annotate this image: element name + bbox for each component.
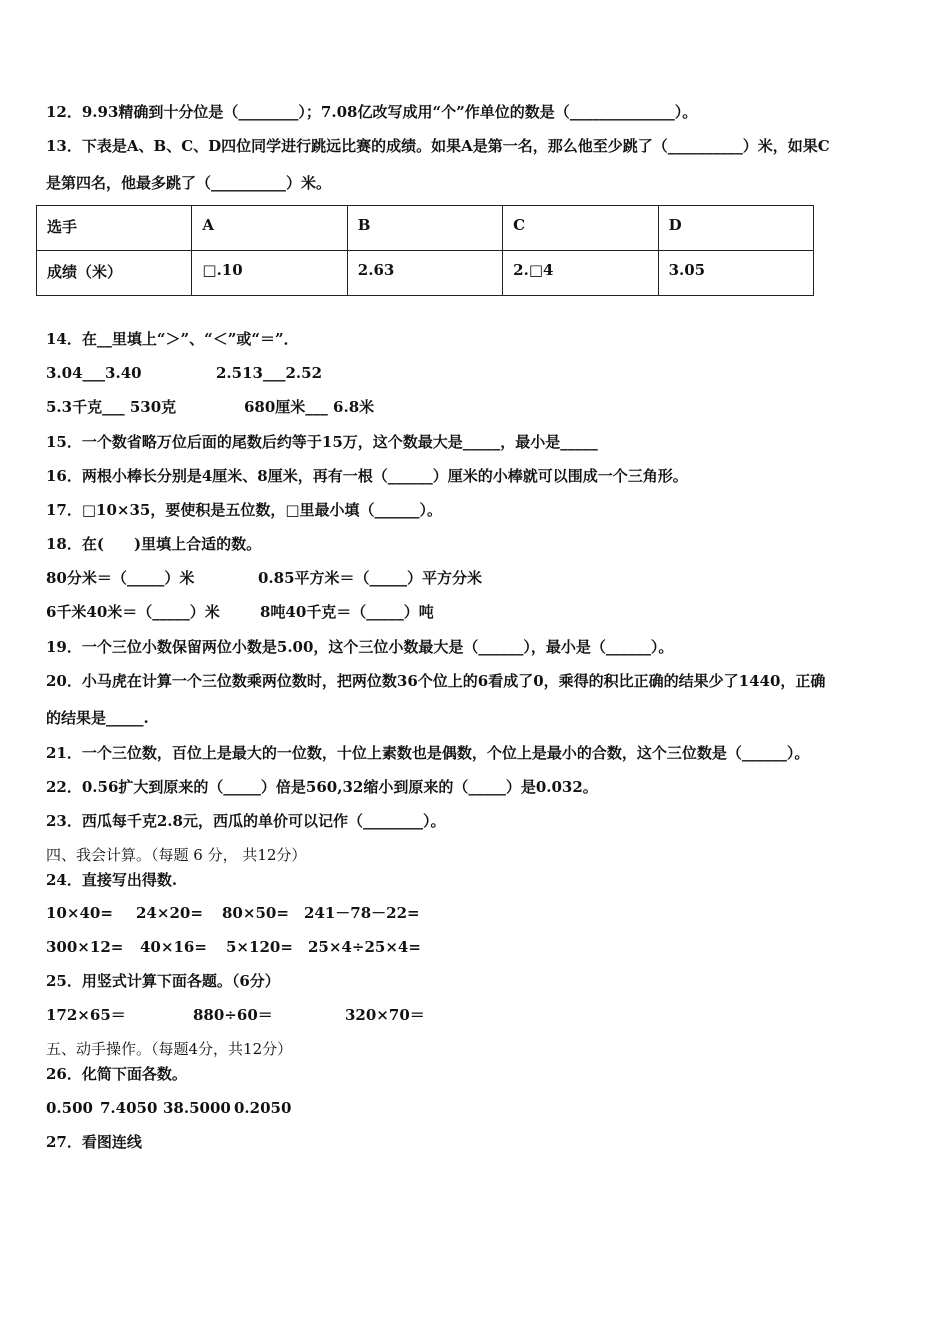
calc-item: 24×20=: [136, 904, 203, 922]
unit-item: 8吨40千克＝（_____）吨: [260, 603, 434, 621]
table-cell: B: [347, 206, 502, 251]
compare-item: 5.3千克___ 530克: [46, 398, 177, 416]
calc-item: 10×40=: [46, 904, 113, 922]
number-item: 0.500: [46, 1099, 93, 1117]
question-27: 27．看图连线: [46, 1133, 142, 1151]
question-18-title: 18．在( )里填上合适的数。: [46, 535, 262, 553]
table-cell: 成绩（米）: [37, 251, 192, 296]
question-12: 12．9.93精确到十分位是（________）；7.08亿改写成用“个”作单位的数是（______________）。: [46, 103, 698, 121]
question-13-line-2: 是第四名，他最多跳了（__________）米。: [46, 174, 332, 192]
question-16: 16．两根小棒长分别是4厘米、8厘米，再有一根（______）厘米的小棒就可以围成一个三角形。: [46, 467, 688, 485]
calc-item: 241－78－22=: [304, 904, 420, 922]
question-19: 19．一个三位小数保留两位小数是5.00，这个三位小数最大是（______），最小是（______）。: [46, 638, 674, 656]
compare-item: 3.04___3.40: [46, 364, 142, 382]
question-22: 22．0.56扩大到原来的（_____）倍是560,32缩小到原来的（_____）是0.032。: [46, 778, 598, 796]
calc-item: 40×16=: [140, 938, 207, 956]
question-14-title: 14．在__里填上“＞”、“＜”或“＝”．: [46, 330, 299, 348]
question-24-row-2: [46, 937, 421, 957]
table-cell: 2.□4: [503, 251, 658, 296]
question-14-row-2: [46, 397, 374, 417]
table-cell: 2.63: [347, 251, 502, 296]
table-header-row: [37, 206, 814, 251]
calc-item: 300×12=: [46, 938, 124, 956]
question-23: 23．西瓜每千克2.8元，西瓜的单价可以记作（________）。: [46, 812, 446, 830]
table-cell: □.10: [192, 251, 347, 296]
calc-item: 880÷60＝: [193, 1006, 273, 1024]
section-5-heading: 五、动手操作。（每题4分，共12分）: [46, 1040, 293, 1058]
table-cell: 3.05: [658, 251, 813, 296]
calc-item: 172×65＝: [46, 1006, 126, 1024]
calc-item: 5×120=: [226, 938, 293, 956]
table-cell: C: [503, 206, 658, 251]
number-item: 38.5000: [163, 1099, 231, 1117]
calc-item: 320×70＝: [345, 1006, 425, 1024]
unit-item: 0.85平方米＝（_____）平方分米: [258, 569, 483, 587]
number-item: 0.2050: [234, 1099, 292, 1117]
calc-item: 25×4÷25×4=: [308, 938, 421, 956]
compare-item: 2.513___2.52: [216, 364, 323, 382]
question-14-row-1: [46, 363, 322, 383]
question-18-row-1: [46, 568, 482, 588]
table-cell: 选手: [37, 206, 192, 251]
section-4-heading: 四、我会计算。（每题 6 分， 共12分）: [46, 846, 307, 864]
question-21: 21．一个三位数，百位上是最大的一位数，十位上素数也是偶数，个位上是最小的合数，这个三位数是（______）。: [46, 744, 810, 762]
number-item: 7.4050: [100, 1099, 158, 1117]
table-cell: D: [658, 206, 813, 251]
question-17: 17．□10×35，要使积是五位数，□里最小填（______）。: [46, 501, 443, 519]
calc-item: 80×50=: [222, 904, 289, 922]
question-20-line-2: 的结果是_____.: [46, 709, 149, 727]
question-26-items: [46, 1098, 291, 1118]
question-18-row-2: [46, 602, 434, 622]
question-25-items: [46, 1005, 425, 1025]
unit-item: 80分米＝（_____）米: [46, 569, 195, 587]
question-25-title: 25．用竖式计算下面各题。（6分）: [46, 972, 280, 990]
question-13-line-1: 13．下表是A、B、C、D四位同学进行跳远比赛的成绩。如果A是第一名，那么他至少跳了（__________）米，如果C: [46, 137, 830, 155]
compare-item: 680厘米___ 6.8米: [244, 398, 375, 416]
table-row: [37, 251, 814, 296]
question-24-row-1: [46, 903, 420, 923]
question-15: 15．一个数省略万位后面的尾数后约等于15万，这个数最大是_____，最小是_____: [46, 433, 598, 451]
question-24-title: 24．直接写出得数.: [46, 871, 178, 889]
long-jump-score-table: [36, 205, 814, 296]
unit-item: 6千米40米＝（_____）米: [46, 603, 220, 621]
question-20-line-1: 20．小马虎在计算一个三位数乘两位数时，把两位数36个位上的6看成了0，乘得的积比正确的结果少了1440，正确: [46, 672, 826, 690]
table-cell: A: [192, 206, 347, 251]
question-26-title: 26．化简下面各数。: [46, 1065, 187, 1083]
